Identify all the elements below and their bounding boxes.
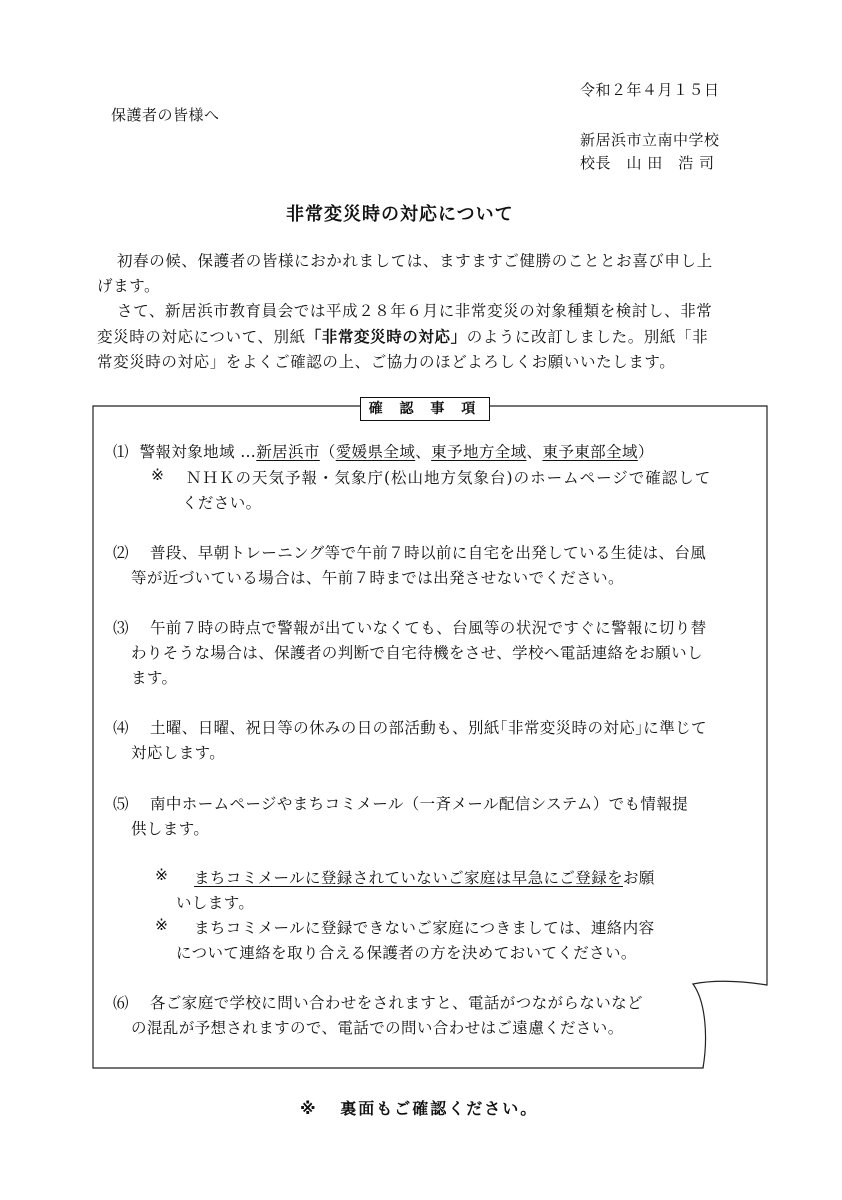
item-2-line-2: 等が近づいている場合は、午前７時までは出発させないでください。 bbox=[131, 569, 624, 587]
document-title: 非常変災時の対応について bbox=[286, 204, 514, 225]
item-4-number: ⑷ bbox=[113, 719, 129, 737]
separator: 、 bbox=[526, 443, 543, 461]
item-3-line-3: ます。 bbox=[131, 669, 178, 687]
item-5-note-1-mark: ※ bbox=[155, 866, 169, 884]
item-5-note-1-line-2: いします。 bbox=[176, 894, 255, 912]
separator: 、 bbox=[415, 443, 432, 461]
intro-paragraph-2-line-1: さて、新居浜市教育員会では平成２８年６月に非常変災の対象種類を検討し、非常 bbox=[117, 302, 713, 320]
footer-note bbox=[300, 1096, 538, 1119]
item-1-note-line-1: ＮＨＫの天気予報・気象庁(松山地方気象台)のホームページで確認して bbox=[186, 469, 712, 487]
item-5-note-2-mark: ※ bbox=[155, 916, 169, 934]
item-3-number: ⑶ bbox=[113, 619, 129, 637]
footer-text: 裏面もご確認ください。 bbox=[340, 1099, 539, 1118]
area-toyo: 東予地方全域 bbox=[431, 443, 527, 461]
intro-text: のように改訂しました。別紙「非 bbox=[466, 328, 709, 346]
item-5-line-1: 南中ホームページやまちコミメール（一斉メール配信システム）でも情報提 bbox=[150, 795, 689, 813]
item-3-line-2: わりそうな場合は、保護者の判断で自宅待機をさせ、学校へ電話連絡をお願いし bbox=[131, 644, 703, 662]
intro-text: 変災時の対応について、別紙 bbox=[97, 328, 306, 346]
item-4-line-1: 土曜、日曜、祝日等の休みの日の部活動も、別紙｢非常変災時の対応｣に準じて bbox=[150, 719, 707, 737]
recipient: 保護者の皆様へ bbox=[111, 106, 220, 124]
area-ehime: 愛媛県全域 bbox=[335, 443, 416, 461]
register-request-end: お願 bbox=[623, 869, 655, 887]
area-niihama: 新居浜市 bbox=[256, 443, 320, 461]
intro-paragraph-2-line-3: 常変災時の対応」をよくご確認の上、ご協力のほどよろしくお願いいたします。 bbox=[97, 353, 676, 371]
item-6-line-1: 各ご家庭で学校に問い合わせをされますと、電話がつながらないなど bbox=[150, 994, 643, 1012]
item-number: ⑴ bbox=[113, 443, 129, 461]
item-6-number: ⑹ bbox=[113, 994, 129, 1012]
area-toyo-east: 東予東部全域 bbox=[542, 443, 638, 461]
item-1-note-mark: ※ bbox=[151, 466, 165, 484]
item-1-label: 警報対象地域 … bbox=[139, 443, 257, 461]
item-5-line-2: 供します。 bbox=[131, 820, 210, 838]
paren: （ bbox=[319, 443, 336, 461]
item-5-note-2-line-2: について連絡を取り合える保護者の方を決めておいてください。 bbox=[176, 944, 637, 962]
intro-paragraph-1-line-1: 初春の候、保護者の皆様におかれましては、ますますご健勝のこととお喜び申し上 bbox=[117, 252, 713, 270]
intro-emphasis: 「非常変災時の対応」 bbox=[305, 328, 467, 346]
item-6-line-2: の混乱が予想されますので、電話での問い合わせはご遠慮ください。 bbox=[131, 1019, 624, 1037]
item-3-line-1: 午前７時の時点で警報が出ていなくても、台風等の状況ですぐに警報に切り替 bbox=[150, 619, 707, 637]
item-5-note-2-line-1: まちコミメールに登録できないご家庭につきましては、連絡内容 bbox=[194, 919, 655, 937]
paren: ） bbox=[637, 443, 654, 461]
item-2-line-1: 普段、早朝トレーニング等で午前７時以前に自宅を出発している生徒は、台風 bbox=[150, 544, 707, 562]
intro-paragraph-1-line-2: げます。 bbox=[97, 277, 161, 295]
register-request: まちコミメールに登録されていないご家庭は早急にご登録を bbox=[194, 869, 623, 887]
item-1-line-1 bbox=[113, 440, 654, 462]
item-5-note-1-line-1 bbox=[194, 866, 655, 888]
item-4-line-2: 対応します。 bbox=[131, 744, 226, 762]
footer-mark: ※ bbox=[300, 1099, 318, 1118]
sender-school: 新居浜市立南中学校 bbox=[580, 131, 720, 149]
sender-name: 校長 山 田 浩 司 bbox=[580, 154, 715, 172]
item-2-number: ⑵ bbox=[113, 544, 129, 562]
confirmation-heading: 確 認 事 項 bbox=[360, 397, 490, 421]
item-1-note-line-2: ください。 bbox=[182, 494, 262, 512]
item-5-number: ⑸ bbox=[113, 795, 129, 813]
document-date: 令和２年４月１５日 bbox=[580, 81, 720, 99]
